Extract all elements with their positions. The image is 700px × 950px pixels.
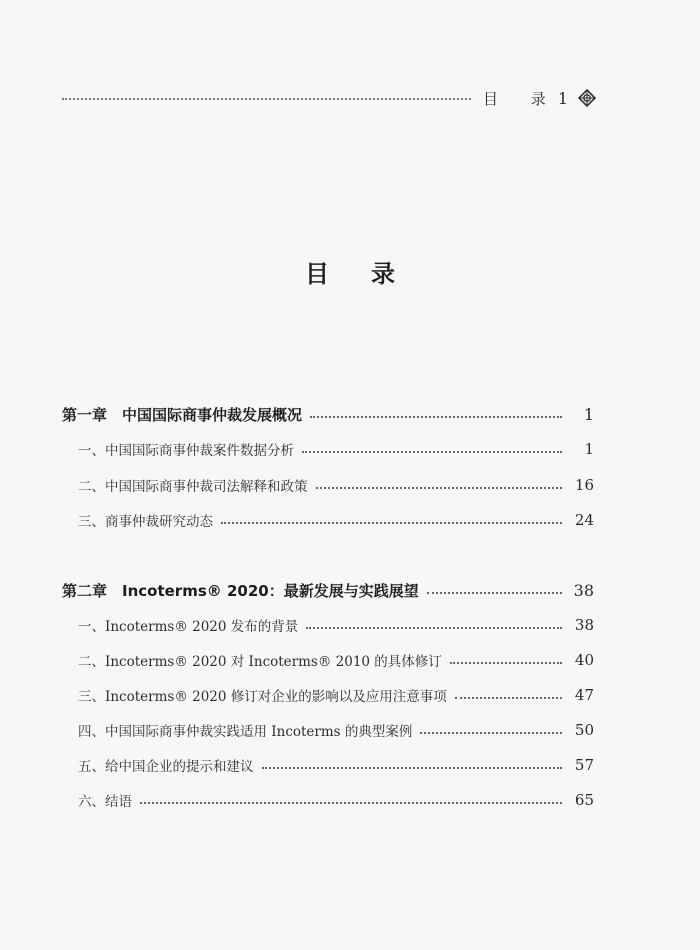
toc-entry-page: 38 <box>574 616 594 634</box>
running-head-page-number: 1 <box>557 88 568 108</box>
toc-entry-label: 一、中国国际商事仲裁案件数据分析 <box>78 443 294 459</box>
toc-entry-label: 第二章 Incoterms® 2020：最新发展与实践展望 <box>62 581 419 600</box>
toc-entry-label: 二、Incoterms® 2020 对 Incoterms® 2010 的具体修订 <box>78 654 442 670</box>
toc-dot-leader <box>420 732 562 734</box>
toc-entry-label: 五、给中国企业的提示和建议 <box>78 759 254 775</box>
toc-entry-section[interactable] <box>0 647 700 673</box>
toc-entry-page: 50 <box>574 721 594 739</box>
toc-entry-section[interactable] <box>0 612 700 638</box>
toc-entry-section[interactable] <box>0 507 700 533</box>
toc-entry-chapter-1[interactable] <box>0 401 700 427</box>
running-head <box>62 86 596 110</box>
toc-heading: 目录 <box>305 260 437 288</box>
running-head-title: 目 录 <box>483 89 560 108</box>
toc-dot-leader <box>221 522 562 524</box>
toc-entry-page: 65 <box>574 791 594 809</box>
toc-dot-leader <box>427 592 562 594</box>
toc-entry-label: 二、中国国际商事仲裁司法解释和政策 <box>78 479 308 495</box>
toc-entry-page: 57 <box>574 756 594 774</box>
toc-dot-leader <box>455 697 562 699</box>
toc-dot-leader <box>140 802 562 804</box>
toc-dot-leader <box>302 451 562 453</box>
toc-dot-leader <box>316 487 563 489</box>
running-head-leader <box>62 98 471 100</box>
toc-dot-leader <box>262 767 563 769</box>
toc-entry-section[interactable] <box>0 472 700 498</box>
toc-entry-label: 四、中国国际商事仲裁实践适用 Incoterms 的典型案例 <box>78 724 413 740</box>
toc-entry-label: 三、Incoterms® 2020 修订对企业的影响以及应用注意事项 <box>78 689 447 705</box>
toc-entry-label: 六、结语 <box>78 794 132 810</box>
toc-entry-page: 40 <box>574 651 594 669</box>
toc-entry-section[interactable] <box>0 787 700 813</box>
toc-entry-page: 38 <box>573 580 594 600</box>
toc-entry-section[interactable] <box>0 682 700 708</box>
toc-entry-label: 一、Incoterms® 2020 发布的背景 <box>78 619 299 635</box>
toc-dot-leader <box>310 416 562 418</box>
toc-entry-page: 1 <box>583 404 594 424</box>
toc-entry-page: 1 <box>584 440 594 458</box>
toc-entry-section[interactable] <box>0 436 700 462</box>
toc-dot-leader <box>450 662 562 664</box>
toc-dot-leader <box>306 627 562 629</box>
toc-entry-page: 47 <box>574 686 594 704</box>
toc-entry-label: 第一章 中国国际商事仲裁发展概况 <box>62 405 303 424</box>
toc-entry-page: 24 <box>574 511 594 529</box>
toc-entry-page: 16 <box>574 476 594 494</box>
toc-entry-section[interactable] <box>0 752 700 778</box>
toc-entry-section[interactable] <box>0 717 700 743</box>
toc-entry-chapter-2[interactable] <box>0 577 700 603</box>
diamond-crosshair-icon <box>578 89 596 107</box>
toc-entry-label: 三、商事仲裁研究动态 <box>78 514 213 530</box>
